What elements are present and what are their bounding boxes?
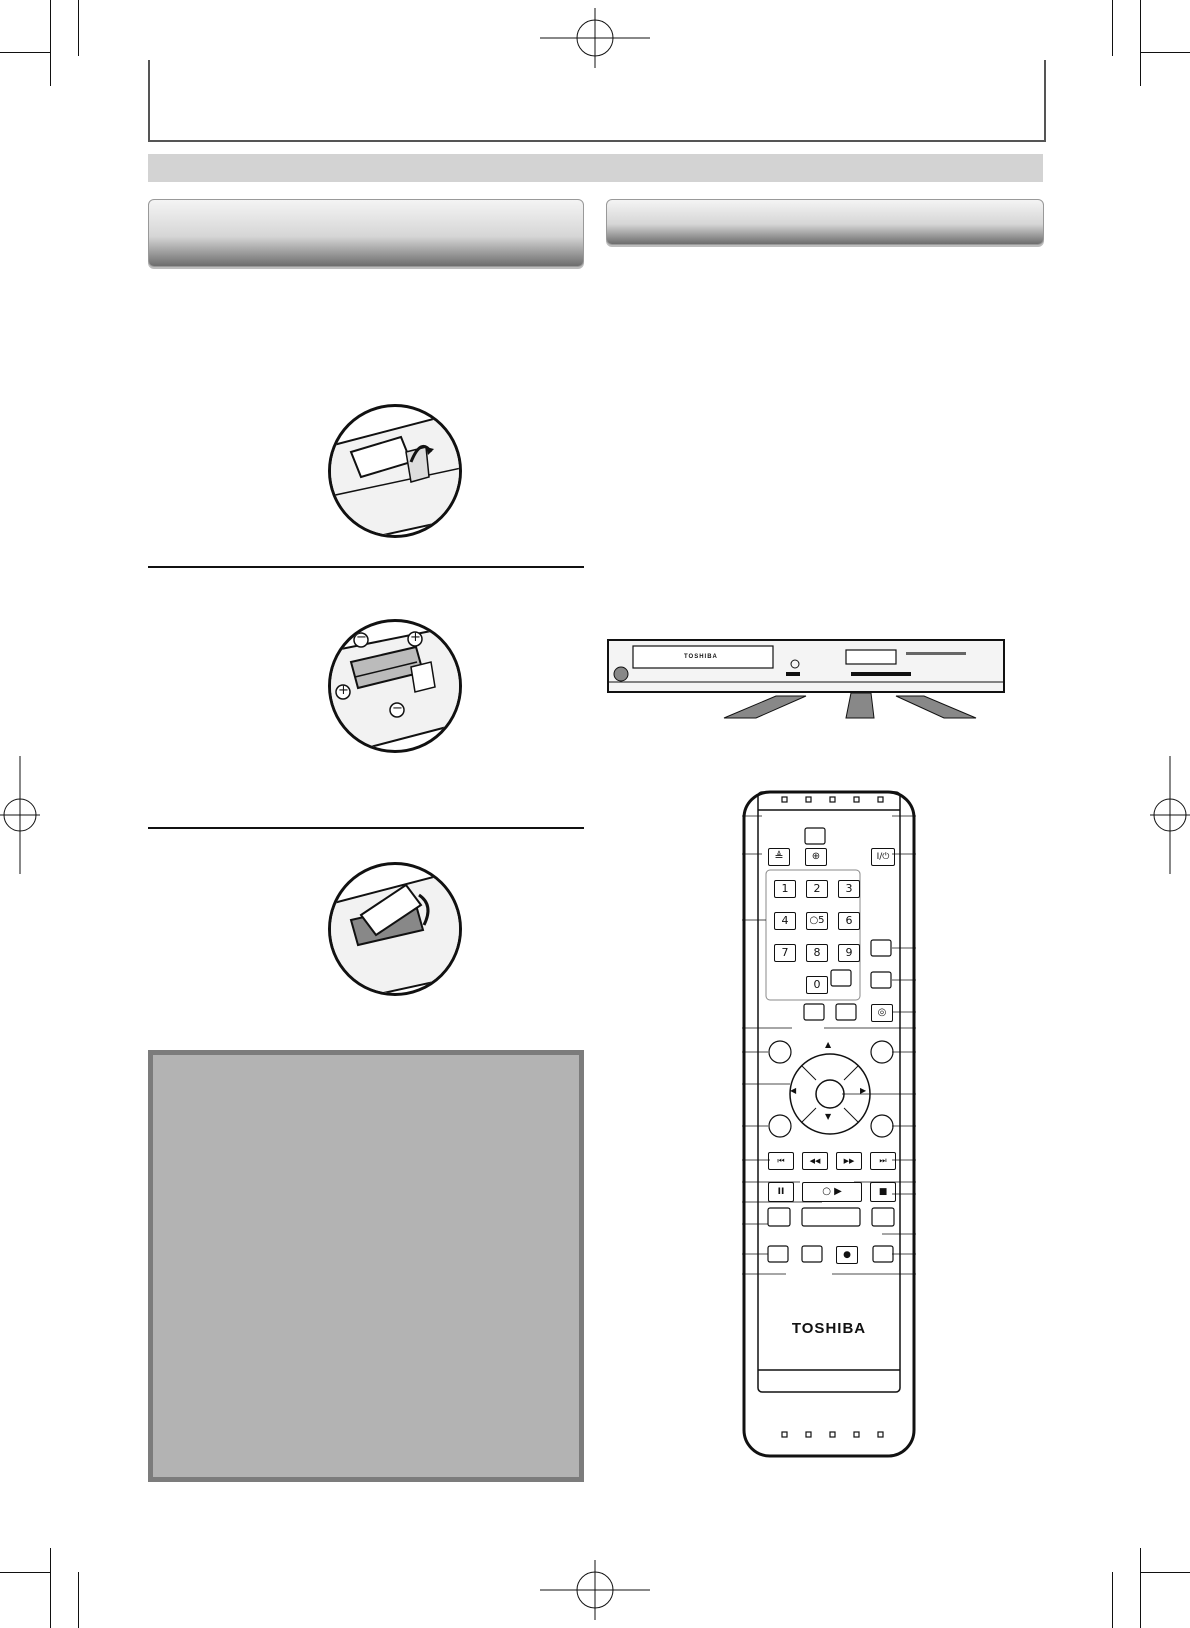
device-brand-label: TOSHIBA [684,654,718,660]
crop-mark [50,1548,51,1628]
crop-mark [0,52,50,53]
play-button[interactable] [802,1182,862,1202]
battery-cover-open-illustration [328,404,462,538]
skip-forward-icon: ⏭ [879,1156,887,1165]
power-button[interactable] [871,848,895,866]
fast-forward-icon: ▶▶ [843,1157,855,1165]
arrow-down-icon[interactable]: ▼ [825,1112,832,1121]
minus-icon: − [356,630,367,645]
number-key-9[interactable]: 9 [838,944,860,962]
stop-button[interactable] [870,1182,896,1202]
pause-icon: II [777,1187,785,1197]
number-key-1[interactable]: 1 [774,880,796,898]
skip-back-button[interactable] [768,1152,794,1170]
remote-control-body [742,790,916,1458]
rewind-button[interactable] [802,1152,828,1170]
page-header-frame [148,60,1046,142]
battery-cover-close-illustration [328,862,462,996]
audio-button[interactable] [871,1004,893,1022]
input-icon: ⊕ [811,851,821,862]
registration-mark-top [540,8,650,68]
power-icon: I/⏻ [876,852,890,862]
crop-mark [78,0,79,56]
audio-icon: ◎ [877,1007,887,1018]
registration-mark-right [1150,756,1190,874]
crop-mark [1140,0,1141,86]
eject-button[interactable] [768,848,790,866]
skip-forward-button[interactable] [870,1152,896,1170]
number-key-5[interactable]: ○5 [806,912,828,930]
caution-note-box [148,1050,584,1482]
registration-mark-bottom [540,1560,650,1620]
number-key-2[interactable]: 2 [806,880,828,898]
battery-insert-illustration [328,619,462,753]
number-key-4[interactable]: 4 [774,912,796,930]
number-key-7[interactable]: 7 [774,944,796,962]
crop-mark [1112,1572,1113,1628]
number-key-0[interactable]: 0 [806,976,828,994]
record-icon: ● [843,1250,851,1260]
crop-mark [50,0,51,86]
arrow-up-icon[interactable]: ▲ [825,1040,832,1049]
arrow-left-icon[interactable]: ◀ [790,1086,797,1095]
arrow-right-icon[interactable]: ▶ [860,1086,867,1095]
plus-icon: + [410,630,421,645]
eject-icon: ≜ [774,850,784,863]
rewind-icon: ◀◀ [809,1157,821,1165]
crop-mark [78,1572,79,1628]
minus-icon: − [392,701,403,716]
section-heading-batteries [148,199,584,267]
pause-button[interactable] [768,1182,794,1202]
play-icon: ○ ▶ [822,1186,842,1197]
fast-forward-button[interactable] [836,1152,862,1170]
skip-back-icon: ⏮ [777,1156,785,1165]
crop-mark [0,1572,50,1573]
number-key-3[interactable]: 3 [838,880,860,898]
step-divider [148,827,584,829]
recorder-front-panel-illustration [606,638,1006,720]
section-heading-remote [606,199,1044,245]
plus-icon: + [338,683,349,698]
number-key-6[interactable]: 6 [838,912,860,930]
stop-icon: ■ [878,1187,888,1197]
crop-mark [1140,52,1190,53]
remote-brand-logo: TOSHIBA [791,1320,867,1337]
record-button[interactable] [836,1246,858,1264]
crop-mark [1140,1572,1190,1573]
step-divider [148,566,584,568]
input-select-button[interactable] [805,848,827,866]
crop-mark [1112,0,1113,56]
number-key-8[interactable]: 8 [806,944,828,962]
chapter-bar [148,154,1043,182]
registration-mark-left [0,756,40,874]
crop-mark [1140,1548,1141,1628]
